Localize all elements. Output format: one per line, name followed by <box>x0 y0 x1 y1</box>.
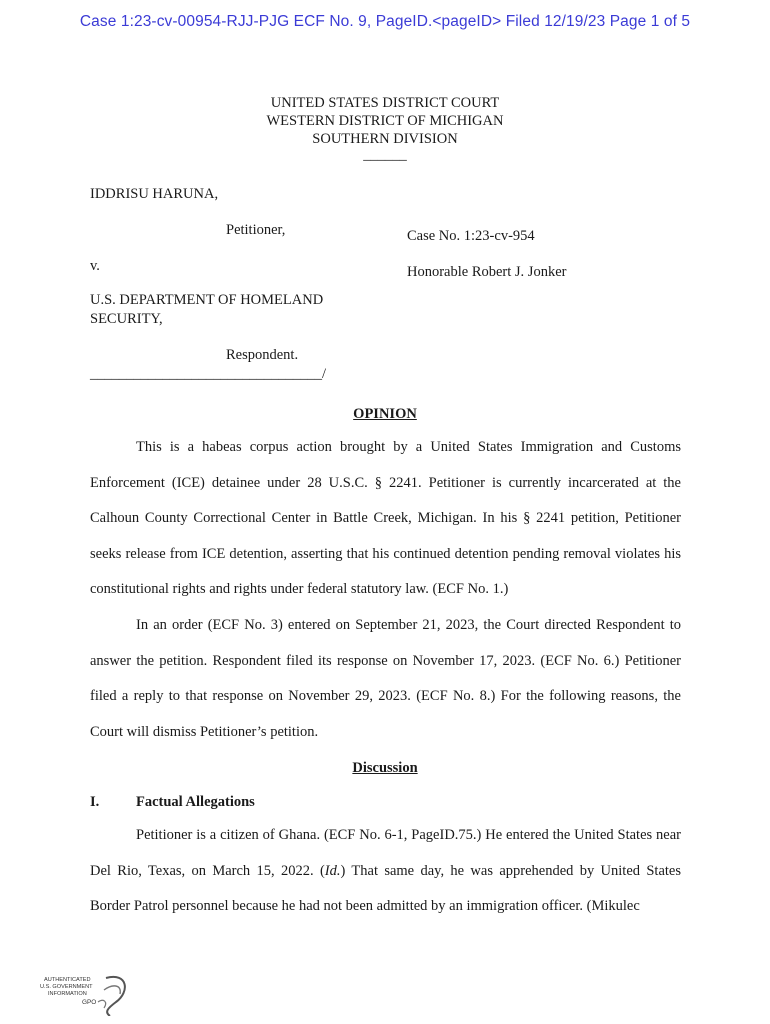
gpo-authentication-seal <box>38 972 130 1016</box>
court-name <box>0 94 770 164</box>
paragraph-facts <box>90 818 681 925</box>
petitioner-role: Petitioner, <box>226 222 286 238</box>
versus: v. <box>90 258 100 274</box>
respondent-role: Respondent. <box>226 347 299 363</box>
facts-text-2: ) That same day, he was apprehended by United States Border Patrol personnel because he had not been admitted by an immigration officer. (Mikulec <box>90 862 681 915</box>
court-line-1: UNITED STATES DISTRICT COURT <box>270 95 500 111</box>
seal-line-3: INFORMATION <box>48 991 87 997</box>
ecf-header-stamp: Case 1:23-cv-00954-RJJ-PJG ECF No. 9, PageID.<pageID> Filed 12/19/23 Page 1 of 5 <box>79 13 691 30</box>
gpo-seal-logo-icon <box>38 972 130 1016</box>
facts-text-1: Petitioner is a citizen of Ghana. (ECF No. 6-1, PageID.75.) He entered the United States near Del Rio, Texas, on March 15, 2022. ( <box>90 827 681 879</box>
judge-name: Honorable Robert J. Jonker <box>407 264 567 280</box>
case-number: Case No. 1:23-cv-954 <box>407 228 535 244</box>
discussion-heading: Discussion <box>352 760 418 776</box>
petitioner-name: IDDRISU HARUNA, <box>90 186 219 202</box>
opinion-title: OPINION <box>353 406 417 422</box>
paragraph-procedural-history: In an order (ECF No. 3) entered on September 21, 2023, the Court directed Respondent to answer the petition. Respondent filed its response on November 17, 2023. (ECF No. 6.) Petitioner filed a reply to that response on November 29, 2023. (ECF No. 8.) For the following reasons, the Court will dismiss Petitioner’s petition. <box>90 616 681 740</box>
facts-body <box>90 818 681 925</box>
caption-closing-rule: ________________________________/ <box>90 366 327 382</box>
paragraph-intro: This is a habeas corpus action brought by a United States Immigration and Customs Enforcement (ICE) detainee under 28 U.S.C. § 2241. Petitioner is currently incarcerated at the Calhoun County Correctional Center in Battle Creek, Michigan. In his § 2241 petition, Petitioner seeks release from ICE detention, asserting that his continued detention pending removal violates his constitutional rights and rights under federal statutory law. (ECF No. 1.) <box>90 439 681 598</box>
respondent-name-line-1: U.S. DEPARTMENT OF HOMELAND <box>90 292 324 308</box>
court-line-3: SOUTHERN DIVISION <box>312 131 458 147</box>
seal-line-2: U.S. GOVERNMENT <box>40 984 93 990</box>
seal-line-1: AUTHENTICATED <box>44 977 91 983</box>
section-title: Factual Allegations <box>136 794 255 810</box>
court-line-2: WESTERN DISTRICT OF MICHIGAN <box>266 113 504 129</box>
opinion-body <box>90 430 681 750</box>
section-number: I. <box>90 794 100 810</box>
respondent-name-line-2: SECURITY, <box>90 311 163 327</box>
id-citation: Id. <box>324 862 341 879</box>
seal-line-4: GPO <box>82 999 97 1006</box>
court-rule: ______ <box>363 147 407 163</box>
